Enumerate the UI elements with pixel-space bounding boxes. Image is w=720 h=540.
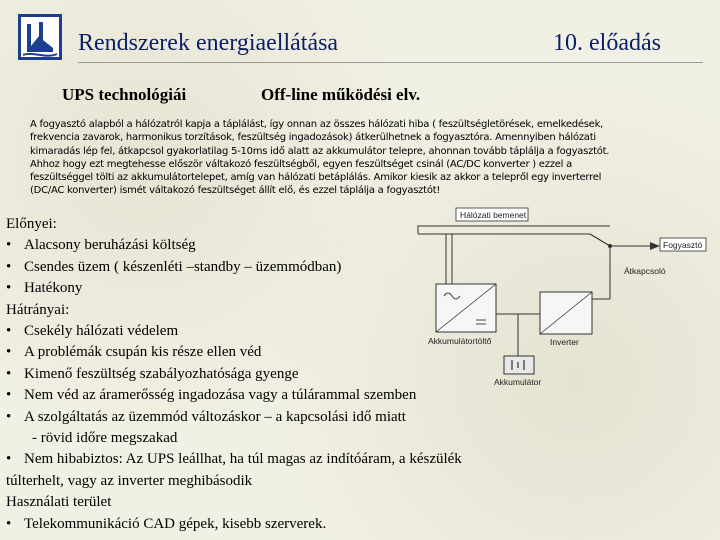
intro-line: frekvencia zavarok, harmonikus torzítások, feszültség ingadozások) átkerülhetnek a fogyasztóra. Amennyiben hálózati [30, 132, 596, 144]
usage-heading: Használati terület [6, 494, 112, 511]
advantage-item: • Alacsony beruházási költség [6, 235, 566, 256]
charger-label: Akkumulátortöltő [428, 336, 492, 346]
advantage-item: • Csendes üzem ( készenléti –standby – üzemmódban) [6, 257, 566, 278]
battery-icon [504, 356, 534, 374]
load-arrow-icon [650, 242, 660, 250]
disadvantage-item: • Csekély hálózati védelem [6, 321, 566, 342]
advantages-heading: Előnyei: [6, 216, 57, 232]
intro-line: A fogyasztó alapból a hálózatról kapja a táplálást, így onnan az összes hálózati hiba ( feszültségletörések, emelkedések, [30, 119, 604, 130]
switch-label: Átkapcsoló [624, 266, 666, 276]
intro-line: feszültséggel tölti az akkumulátortelepet, amíg van hálózati betáplálás. Amikor kiesik az akkor a telepről egy inverterrel [30, 172, 602, 184]
advantage-item: • Hatékony [6, 278, 566, 299]
disadvantage-item: • Nem véd az áramerősség ingadozása vagy a túlárammal szemben [6, 385, 566, 406]
switch-arm [590, 234, 610, 246]
disadvantages-heading: Hátrányai: [6, 301, 70, 318]
inverter-label: Inverter [550, 337, 579, 347]
battery-label: Akkumulátor [494, 377, 542, 387]
disadvantage-item: • Nem hibabiztos: Az UPS leállhat, ha túl magas az indítóáram, a készülék [6, 449, 566, 470]
disadvantage-item: • A szolgáltatás az üzemmód változáskor – a kapcsolási idő miatt [6, 407, 566, 428]
load-label: Fogyasztó [663, 240, 703, 250]
intro-paragraph [30, 118, 686, 198]
section-subtitle: UPS technológiái [62, 85, 187, 104]
usage-item: • Telekommunikáció CAD gépek, kisebb szerverek. [6, 514, 566, 535]
main-line [418, 226, 600, 228]
intro-line: Ahhoz hogy ezt megtehesse először váltakozó feszültségből, egyen feszültséget csinál (AC/DC konverter ) ezzel a [30, 158, 572, 170]
title-divider [78, 62, 703, 63]
intro-line: kimaradás lép fel, átkapcsol gyakorlatilag 5-10ms idő alatt az akkumulátor telepre, ahonnan tovább táplálja a fogyasztót. [30, 145, 610, 157]
page-title: Rendszerek energiaellátása [78, 30, 339, 56]
topic-subtitle: Off-line működési elv. [261, 85, 421, 104]
lecture-number: 10. előadás [553, 30, 661, 56]
disadvantage-item: • Kimenő feszültség szabályozhatósága gyenge [6, 364, 566, 385]
building-logo-icon [18, 14, 62, 60]
disadvantage-continuation: túlterhelt, vagy az inverter meghibásodik [6, 472, 253, 489]
disadvantage-continuation: - rövid időre megszakad [32, 430, 178, 447]
disadvantage-item: • A problémák csupán kis része ellen véd [6, 342, 566, 363]
intro-line: (DC/AC konverter) ismét váltakozó feszültséget állít elő, és ezzel táplálja a fogyasztót! [30, 185, 441, 197]
input-label: Hálózati bemenet [460, 210, 527, 220]
offline-ups-diagram [410, 204, 710, 390]
